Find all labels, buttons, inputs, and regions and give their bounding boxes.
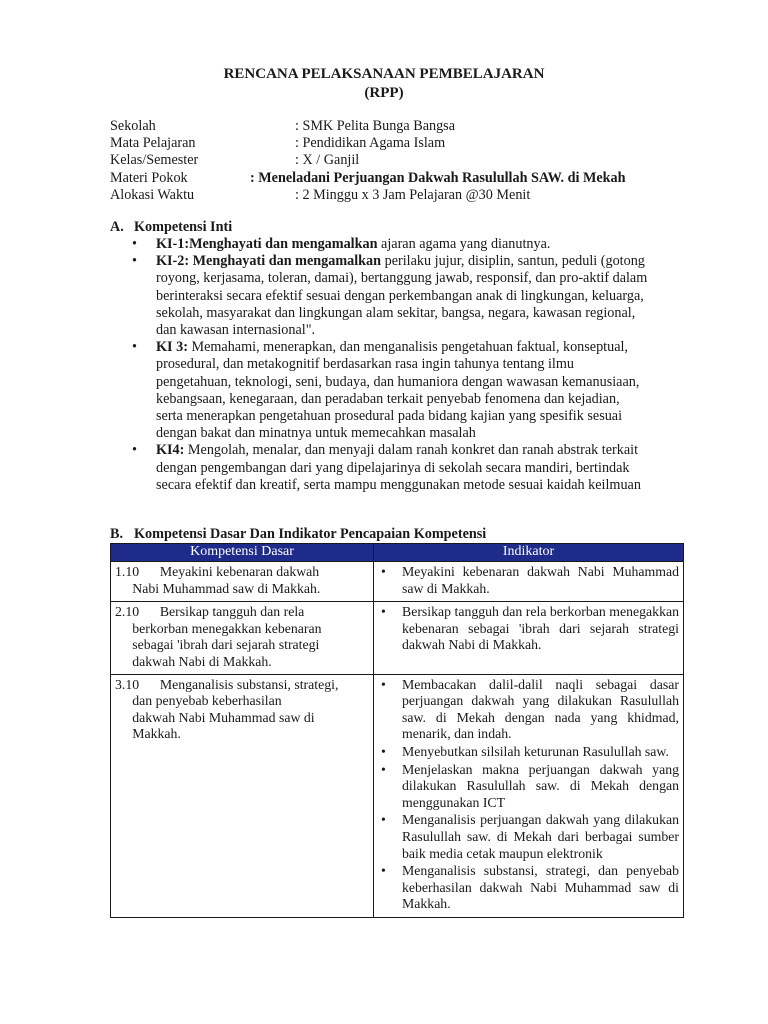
indicator-cell <box>374 674 684 917</box>
ki-text: perilaku jujur, disiplin, santun, peduli (gotong <box>381 253 645 270</box>
kd-line: dakwah Nabi Muhammad saw di <box>115 709 315 725</box>
ki-line: royong, kerjasama, toleran, damai), bertanggung jawab, responsif, dan pro-aktif dalam <box>156 270 648 287</box>
table-header-row <box>111 544 684 562</box>
ki-line: dan kawasan internasional". <box>156 322 316 339</box>
kd-line: 3.10 Menganalisis substansi, strategi, <box>115 676 339 692</box>
indicator-item <box>378 812 679 862</box>
table-row <box>111 674 684 917</box>
bullet-icon: • <box>381 743 386 759</box>
indicator-item <box>378 564 679 597</box>
info-value: : 2 Minggu x 3 Jam Pelajaran @30 Menit <box>295 186 531 203</box>
info-label: Mata Pelajaran <box>110 135 196 152</box>
indicator-list <box>378 677 679 913</box>
indicator-list <box>378 604 679 654</box>
ki-item <box>128 236 708 253</box>
kd-line: dan penyebab keberhasilan <box>115 693 282 709</box>
ki-line <box>156 339 708 356</box>
ki-text: Memahami, menerapkan, dan menganalisis pengetahuan faktual, konseptual, <box>187 339 628 356</box>
ki-text: ajaran agama yang dianutnya. <box>377 236 551 252</box>
indicator-text: Menyebutkan silsilah keturunan Rasulullah saw. <box>402 743 669 759</box>
ki-item <box>128 253 708 339</box>
kd-line: 1.10 Meyakini kebenaran dakwah <box>115 564 320 579</box>
bullet-icon: • <box>381 564 386 579</box>
column-header-kd: Kompetensi Dasar <box>111 544 374 562</box>
document-title: RENCANA PELAKSANAAN PEMBELAJARAN <box>223 66 545 82</box>
ki-line: kebangsaan, kenegaraan, dan peradaban terkait penyebab fenomena dan kejadian, <box>156 390 620 407</box>
ki-label: KI 3: <box>156 339 188 356</box>
kd-line: sebagai 'ibrah dari sejarah strategi <box>115 637 320 653</box>
ki-line: pengetahuan, teknologi, seni, budaya, dan humaniora dengan wawasan kemanusiaan, <box>156 373 640 390</box>
kd-line: 2.10 Bersikap tangguh dan rela <box>115 604 305 620</box>
kd-indicator-table <box>110 543 684 918</box>
indicator-text: Menganalisis substansi, strategi, dan penyebab keberhasilan dakwah Nabi Muhammad saw di Makkah. <box>402 863 679 912</box>
document-subtitle: (RPP) <box>364 85 404 101</box>
ki-label: KI4: <box>156 442 185 459</box>
ki-text: Mengolah, menalar, dan menyaji dalam ranah konkret dan ranah abstrak terkait <box>184 442 639 459</box>
ki-item <box>128 442 708 494</box>
indicator-item <box>378 762 679 812</box>
ki-line: berinteraksi secara efektif sesuai dengan perkembangan anak di lingkungan, keluarga, <box>156 287 644 304</box>
table-row <box>111 562 684 602</box>
ki-line: dengan bakat dan minatnya untuk memecahkan masalah <box>156 425 476 442</box>
section-a-heading <box>110 219 232 236</box>
bullet-icon: • <box>132 442 137 459</box>
bullet-icon: • <box>381 863 386 879</box>
section-title: Kompetensi Inti <box>134 219 233 235</box>
indicator-cell <box>374 602 684 674</box>
column-header-indikator: Indikator <box>374 544 684 562</box>
indicator-item <box>378 744 679 761</box>
section-b-heading <box>110 526 486 543</box>
info-value: : SMK Pelita Bunga Bangsa <box>295 118 455 134</box>
kd-line: dakwah Nabi di Makkah. <box>115 653 272 669</box>
bullet-icon: • <box>381 676 386 692</box>
ki-line <box>156 236 708 253</box>
ki-line: sekolah, masyarakat dan lingkungan alam sekitar, bangsa, negara, kawasan regional, <box>156 304 636 321</box>
ki-item <box>128 339 708 442</box>
section-number: B. <box>110 526 124 542</box>
bullet-icon: • <box>132 253 137 270</box>
info-value: : Meneladani Perjuangan Dakwah Rasulullah SAW. di Mekah <box>250 169 626 186</box>
indicator-item <box>378 863 679 913</box>
indicator-item <box>378 604 679 654</box>
indicator-text: Menjelaskan makna perjuangan dakwah yang dilakukan Rasulullah saw. di Mekah dengan menggunakan ICT <box>402 761 679 810</box>
kd-cell <box>111 602 374 674</box>
ki-line <box>156 442 708 459</box>
info-label: Kelas/Semester <box>110 152 199 169</box>
ki-line: dengan pengembangan dari yang dipelajarinya di sekolah secara mandiri, bertindak <box>156 459 630 476</box>
info-value: : Pendidikan Agama Islam <box>295 135 446 152</box>
info-value: : X / Ganjil <box>295 152 360 169</box>
indicator-text: Meyakini kebenaran dakwah Nabi Muhammad saw di Makkah. <box>402 564 679 596</box>
indicator-text: Membacakan dalil-dalil naqli sebagai dasar perjuangan dakwah yang dilakukan Rasulullah saw. di Mekah dengan nada yang khidmad, menarik, dan indah. <box>402 676 679 742</box>
indicator-cell <box>374 562 684 602</box>
ki-line <box>156 253 708 270</box>
ki-label: KI-1:Menghayati dan mengamalkan <box>156 236 378 252</box>
bullet-icon: • <box>132 339 137 356</box>
section-title: Kompetensi Dasar Dan Indikator Pencapaian Kompetensi <box>134 526 487 542</box>
kd-cell <box>111 674 374 917</box>
kd-cell <box>111 562 374 602</box>
ki-label: KI-2: Menghayati dan mengamalkan <box>156 253 382 270</box>
kd-line: Makkah. <box>115 726 181 742</box>
ki-line: serta menerapkan pengetahuan prosedural pada bidang kajian yang spesifik sesuai <box>156 408 623 425</box>
info-label: Sekolah <box>110 118 156 134</box>
kd-line: berkorban menegakkan kebenaran <box>115 620 322 636</box>
ki-line: prosedural, dan metakognitif berdasarkan rasa ingin tahunya tentang ilmu <box>156 356 575 373</box>
indicator-list <box>378 564 679 597</box>
info-label: Alokasi Waktu <box>110 186 195 203</box>
bullet-icon: • <box>381 604 386 620</box>
kd-line: Nabi Muhammad saw di Makkah. <box>115 580 321 596</box>
table-body <box>111 562 684 918</box>
table-row <box>111 602 684 674</box>
indicator-text: Menganalisis perjuangan dakwah yang dilakukan Rasulullah saw. di Mekah dari berbagai sumber baik media cetak maupun elektronik <box>402 812 679 861</box>
bullet-icon: • <box>381 761 386 777</box>
section-number: A. <box>110 219 124 235</box>
info-label: Materi Pokok <box>110 169 188 186</box>
kompetensi-inti-list <box>128 236 708 494</box>
ki-line: secara efektif dan kreatif, serta mampu menggunakan metode sesuai kaidah keilmuan <box>156 476 641 493</box>
bullet-icon: • <box>132 236 137 252</box>
bullet-icon: • <box>381 812 386 828</box>
indicator-text: Bersikap tangguh dan rela berkorban menegakkan kebenaran sebagai 'ibrah dari sejarah strategi dakwah Nabi di Makkah. <box>402 604 679 653</box>
indicator-item <box>378 677 679 743</box>
